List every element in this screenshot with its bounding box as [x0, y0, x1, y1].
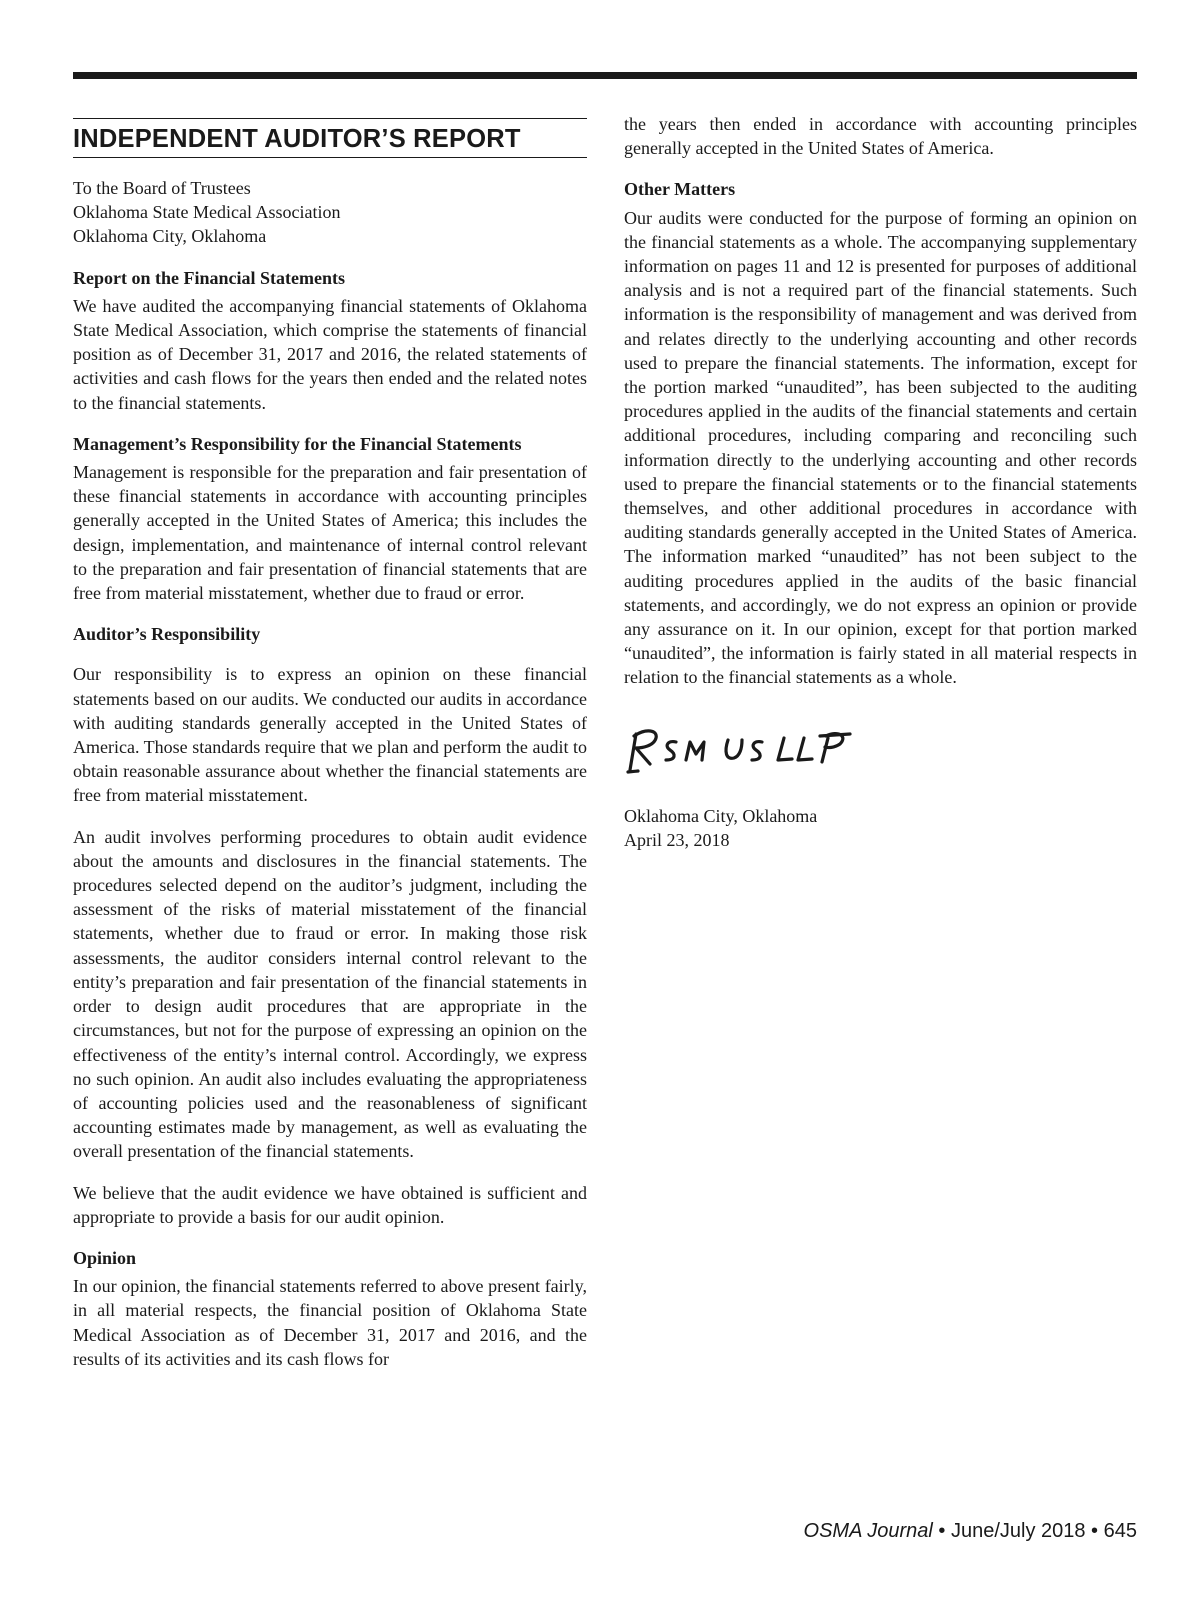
signature-place-date — [624, 804, 1137, 852]
addressee-block — [73, 176, 587, 249]
addressee-line: Oklahoma State Medical Association — [73, 202, 341, 223]
signature-graphic — [624, 714, 864, 784]
opinion-body: In our opinion, the financial statements referred to above present fairly, in all material respects, the financial position of Oklahoma State Medical Association as of December 31, 2017 and 2016, and the results of its activities and its cash flows for — [73, 1276, 587, 1369]
page-footer — [804, 1520, 1137, 1543]
report-heading: Report on the Financial Statements — [73, 267, 345, 288]
auditor-paragraph: Our responsibility is to express an opinion on these financial statements based on our audits. We conducted our audits in accordance with auditing standards generally accepted in the United States of America. Those standards require that we plan and perform the audit to obtain reasonable assurance about whether the financial statements are free from material misstatement. — [73, 664, 587, 806]
footer-issue: June/July 2018 — [950, 1520, 1086, 1542]
title-block — [73, 118, 587, 158]
signature — [624, 714, 1137, 788]
auditor-paragraph: An audit involves performing procedures to obtain audit evidence about the amounts and disclosures in the financial statements. The procedures selected depend on the auditor’s judgment, including the assessment of the risks of material misstatement of the financial statements, whether due to fraud or error. In making those risk assessments, the auditor considers internal control relevant to the entity’s preparation and fair presentation of the financial statements in order to design audit procedures that are appropriate in the circumstances, but not for the purpose of expressing an opinion on the effectiveness of the entity’s internal control. Accordingly, we express no such opinion. An audit also includes evaluating the appropriateness of accounting policies used and the reasonableness of significant accounting estimates made by management, as well as evaluating the overall presentation of the financial statements. — [73, 826, 587, 1162]
signature-date: April 23, 2018 — [624, 829, 730, 850]
other-matters-heading: Other Matters — [624, 179, 736, 200]
opinion-continued: the years then ended in accordance with accounting principles generally accepted in the United States of America. — [624, 114, 1137, 159]
right-column — [624, 114, 1137, 852]
signature-location: Oklahoma City, Oklahoma — [624, 805, 818, 826]
report-title: INDEPENDENT AUDITOR’S REPORT — [73, 125, 521, 153]
auditor-paragraph: We believe that the audit evidence we have obtained is sufficient and appropriate to provide a basis for our audit opinion. — [73, 1182, 587, 1227]
addressee-line: Oklahoma City, Oklahoma — [73, 226, 267, 247]
auditor-heading: Auditor’s Responsibility — [73, 624, 261, 645]
footer-separator: • — [1085, 1520, 1104, 1542]
footer-journal: OSMA Journal — [803, 1520, 933, 1542]
left-column — [73, 118, 587, 1371]
addressee-line: To the Board of Trustees — [73, 178, 251, 198]
top-rule — [73, 72, 1137, 79]
other-matters-body: Our audits were conducted for the purpose of forming an opinion on the financial statements as a whole. The accompanying supplementary information on pages 11 and 12 is presented for purposes of additional analysis and is not a required part of the financial statements. Such information is the responsibility of management and was derived from and relates directly to the underlying accounting and other records used to prepare the financial statements. The information, except for the portion marked “unaudited”, has been subjected to the auditing procedures applied in the audits of the financial statements and certain additional procedures, including comparing and reconciling such information directly to the underlying accounting and other records used to prepare the financial statements or to the financial statements themselves, and other additional procedures in accordance with auditing standards generally accepted in the United States of America. The information marked “unaudited” has not been subject to the auditing procedures applied in the audits of the basic financial statements, and accordingly, we do not express an opinion or provide any assurance on it. In our opinion, except for that portion marked “unaudited”, the information is fairly stated in all material respects in relation to the financial statements as a whole. — [624, 207, 1137, 688]
management-heading: Management’s Responsibility for the Financial Statements — [73, 433, 522, 454]
report-body: We have audited the accompanying financial statements of Oklahoma State Medical Association, which comprise the statements of financial position as of December 31, 2017 and 2016, the related statements of activities and cash flows for the years then ended and the related notes to the financial statements. — [73, 295, 587, 413]
footer-page-number: 645 — [1103, 1520, 1137, 1542]
management-body: Management is responsible for the preparation and fair presentation of these financial statements in accordance with accounting principles generally accepted in the United States of America; this includes the design, implementation, and maintenance of internal control relevant to the preparation and fair presentation of financial statements that are free from material misstatement, whether due to fraud or error. — [73, 462, 587, 604]
opinion-heading: Opinion — [73, 1247, 137, 1268]
footer-separator: • — [932, 1520, 951, 1542]
